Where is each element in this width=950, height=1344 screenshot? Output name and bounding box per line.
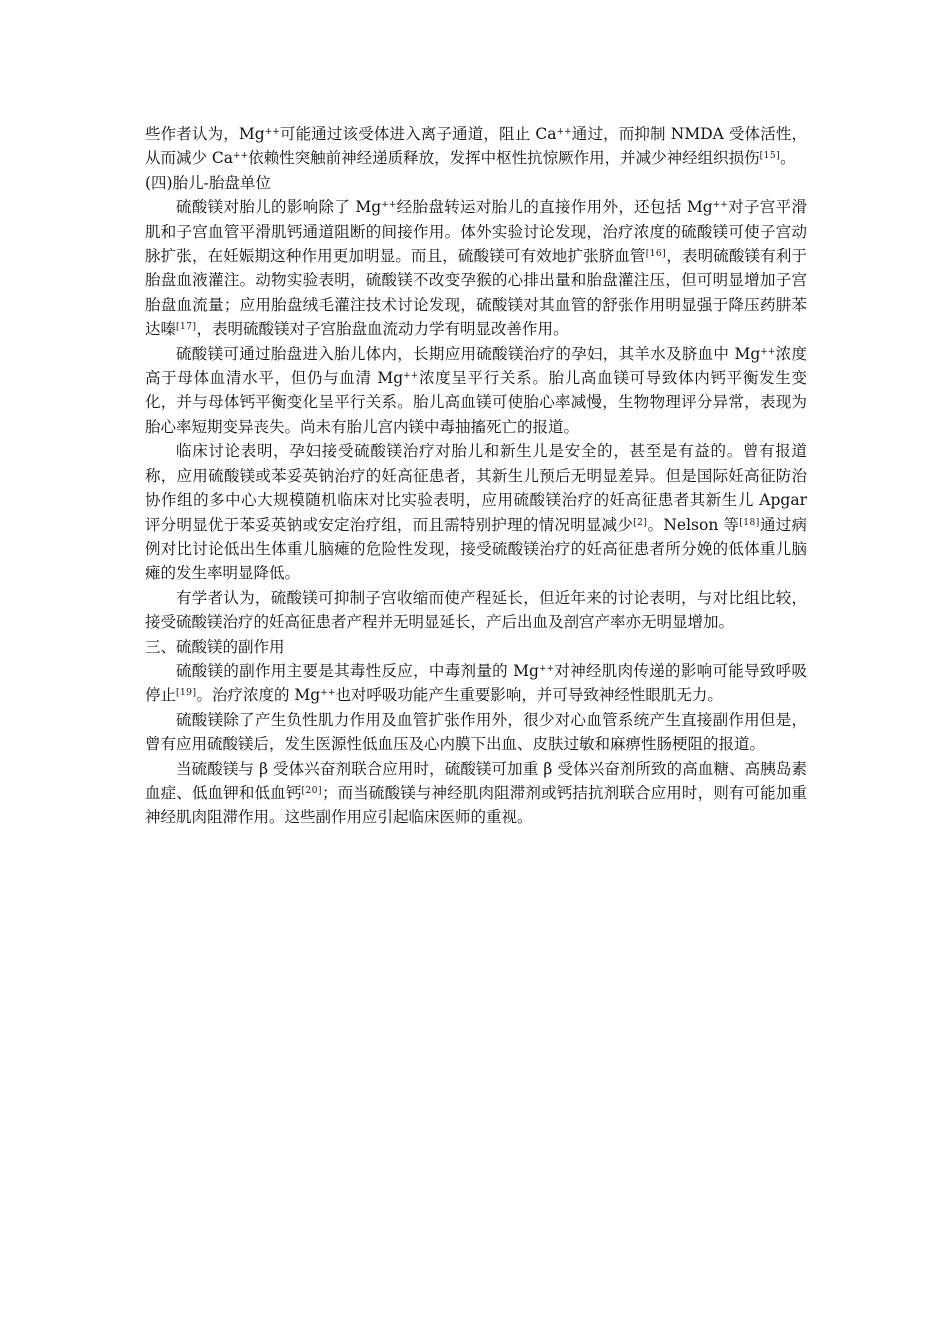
citation-ref: [17] xyxy=(176,322,197,333)
body-paragraph xyxy=(145,708,807,757)
superscript-charge: ++ xyxy=(712,200,728,211)
citation-ref: [20] xyxy=(301,785,322,796)
superscript-charge: ++ xyxy=(264,127,280,137)
document-body xyxy=(145,122,807,830)
text-run: 通过，而抑制 NMDA 受体活性，从而减少 Ca xyxy=(145,125,808,168)
body-paragraph xyxy=(145,586,807,635)
text-run: 经胎盘转运对胎儿的直接作用外，还包括 Mg xyxy=(396,198,713,217)
text-run: 硫酸镁可通过胎盘进入胎儿体内，长期应用硫酸镁治疗的孕妇，其羊水及脐血中 Mg xyxy=(176,344,761,363)
section-heading xyxy=(145,635,807,659)
superscript-charge: ++ xyxy=(381,200,397,211)
citation-ref: [15] xyxy=(759,151,781,162)
text-run: 。 xyxy=(780,149,796,168)
text-run: 依赖性突触前神经递质释放，发挥中枢性抗惊厥作用，并减少神经组织损伤 xyxy=(248,149,760,168)
superscript-charge: ++ xyxy=(760,346,776,357)
text-run: 硫酸镁除了产生负性肌力作用及血管扩张作用外，很少对心血管系统产生直接副作用但是，曾有应用硫酸镁后，发生医源性低血压及心内膜下出血、皮肤过敏和麻痹性肠梗阻的报道。 xyxy=(145,710,807,754)
superscript-charge: ++ xyxy=(538,663,555,674)
text-run: 些作者认为，Mg xyxy=(145,125,265,143)
text-run: 浓度高于母体血清水平，但仍与血清 Mg xyxy=(145,344,807,388)
text-run: 当硫酸镁与 β 受体兴奋剂联合应用时，硫酸镁可加重 β 受体兴奋剂所致的高血糖、高胰岛素血症、低血钾和低血钙 xyxy=(145,759,807,802)
citation-ref: [19] xyxy=(176,688,197,699)
citation-ref: [16] xyxy=(645,249,667,260)
text-run: 硫酸镁对胎儿的影响除了 Mg xyxy=(176,198,382,217)
text-run: (四)胎儿-胎盘单位 xyxy=(145,173,271,192)
text-run: 对神经肌肉传递的影响可能导致呼吸停止 xyxy=(145,661,807,705)
text-run: 对子宫平滑肌和子宫血管平滑肌钙通道阻断的间接作用。体外实验讨论发现，治疗浓度的硫酸镁可使子宫动脉扩张，在妊娠期这种作用更加明显。而且，硫酸镁可有效地扩张脐血管 xyxy=(145,198,807,266)
text-run: ；而当硫酸镁与神经肌肉阻滞剂或钙拮抗剂联合应用时，则有可能加重神经肌肉阻滞作用。这些副作用应引起临床医师的重视。 xyxy=(145,783,807,827)
text-run: 通过病例对比讨论低出生体重儿脑瘫的危险性发现，接受硫酸镁治疗的妊高征患者所分娩的低体重儿脑瘫的发生率明显降低。 xyxy=(145,515,807,583)
body-paragraph xyxy=(145,439,807,585)
text-run: 有学者认为，硫酸镁可抑制子宫收缩而使产程延长，但近年来的讨论表明，与对比组比较，接受硫酸镁治疗的妊高征患者产程并无明显延长，产后出血及剖宫产率亦无明显增加。 xyxy=(145,588,807,632)
text-run: ，表明硫酸镁对子宫胎盘血流动力学有明显改善作用。 xyxy=(196,320,569,339)
citation-ref: [18] xyxy=(739,517,760,528)
body-paragraph xyxy=(145,122,807,171)
superscript-charge: ++ xyxy=(556,127,572,137)
citation-ref: [2] xyxy=(633,517,648,528)
text-run: 。治疗浓度的 Mg xyxy=(196,686,321,705)
text-run: 也对呼吸功能产生重要影响，并可导致神经性眼肌无力。 xyxy=(335,686,723,705)
body-paragraph xyxy=(145,342,807,440)
text-run: 。Nelson 等 xyxy=(647,515,740,534)
text-run: 三、硫酸镁的副作用 xyxy=(145,637,285,656)
body-paragraph xyxy=(145,659,807,708)
text-run: 硫酸镁的副作用主要是其毒性反应，中毒剂量的 Mg xyxy=(176,661,539,680)
text-run: 临床讨论表明，孕妇接受硫酸镁治疗对胎儿和新生儿是安全的，甚至是有益的。曾有报道称，应用硫酸镁或苯妥英钠治疗的妊高征患者，其新生儿预后无明显差异。但是国际妊高征防治协作组的多中心大规模随机临床对比实验表明，应用硫酸镁治疗的妊高征患者其新生儿 Apgar 评分明显优于苯妥英钠或安定治疗组，而且需特别护理的情况明显减少 xyxy=(145,442,807,534)
section-heading xyxy=(145,171,807,195)
text-run: 浓度呈平行关系。胎儿高血镁可导致体内钙平衡发生变化，并与母体钙平衡变化呈平行关系。胎儿高血镁可使胎心率减慢，生物物理评分异常，表现为胎心率短期变异丧失。尚未有胎儿宫内镁中毒抽搐死亡的报道。 xyxy=(145,369,807,436)
superscript-charge: ++ xyxy=(403,371,419,382)
superscript-charge: ++ xyxy=(320,688,336,699)
text-run: 可能通过该受体进入离子通道，阻止 Ca xyxy=(279,125,557,143)
text-run: ，表明硫酸镁有利于胎盘血液灌注。动物实验表明，硫酸镁不改变孕猴的心排出量和胎盘灌注压，但可明显增加子宫胎盘血流量；应用胎盘绒毛灌注技术讨论发现，硫酸镁对其血管的舒张作用明显强于降压药肼苯达嗪 xyxy=(145,247,807,339)
body-paragraph xyxy=(145,757,807,830)
superscript-charge: ++ xyxy=(233,151,249,162)
body-paragraph xyxy=(145,195,807,341)
